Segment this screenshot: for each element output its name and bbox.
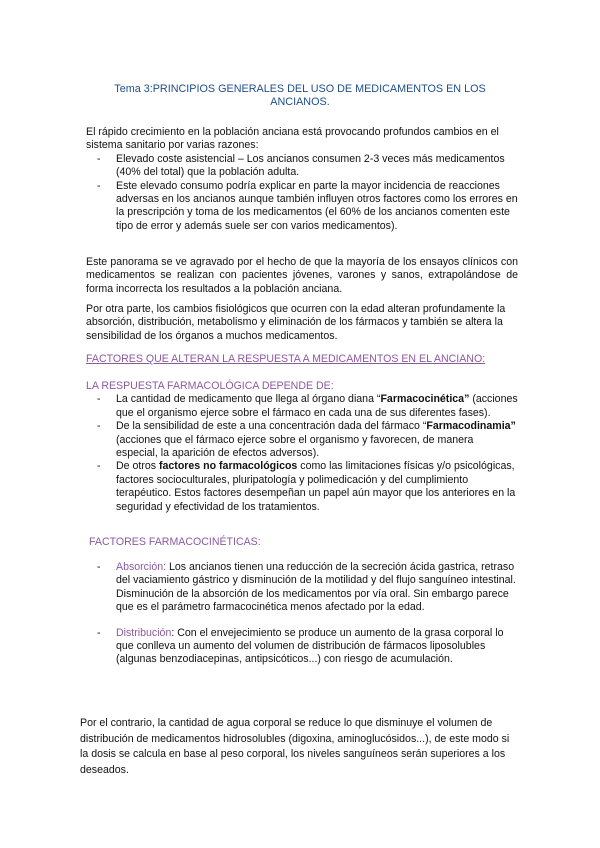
intro-lead: El rápido crecimiento en la población anciana está provocando profundos cambios en el sistema sanitario por varias razones: [86,126,499,152]
list-item: - Absorción: Los ancianos tienen una reducción de la secreción ácida gastrica, retraso del vaciamiento gástrico y disminución de la motilidad y del flujo sanguíneo intestinal. Disminución de la absorción de los medicamentos por vía oral. Sin embargo parece que es el parámetro farmacocinética menos afectado por la edad. [86,561,518,615]
list-item: - De otros factores no farmacológicos como las limitaciones físicas y/o psicológicas, factores socioculturales, pluripatología y polimedicación y del cumplimiento terapéutico. Estos factores desempeñan un papel aún mayor que los anteriores en la seguridad y efectividad de los tratamientos. [86,460,518,514]
paragraph-agua: Por el contrario, la cantidad de agua corporal se reduce lo que disminuye el volumen de distribución de medicamentos hidrosolubles (digoxina, aminoglucósidos...), de este modo si la dosis se calcula en base al peso corporal, los niveles sanguíneos serán superiores a los deseados. [80,717,510,776]
list-item: - De la sensibilidad de este a una concentración dada del fármaco “Farmacodinamia” (acciones que el fármaco ejerce sobre el organismo y favorecen, de manera especial, la aparición de efectos adversos). [86,420,518,460]
respuesta-list [86,393,518,514]
farmaco-list [86,561,518,667]
farmaco-section [86,561,518,667]
list-item: - La cantidad de medicamento que llega al órgano diana “Farmacocinética” (acciones que el organismo ejerce sobre el fármaco en cada una de sus diferentes fases). [86,393,518,420]
list-item: - Este elevado consumo podría explicar en parte la mayor incidencia de reacciones adversas en los ancianos aunque también influyen otros factores como los errores en la prescripción y toma de los medicamentos (el 60% de los ancianos comenten este tipo de error y además suele ser con varios medicamentos). [86,180,518,234]
heading-factores: FACTORES QUE ALTERAN LA RESPUESTA A MEDICAMENTOS EN EL ANCIANO: [86,353,486,365]
heading-respuesta: LA RESPUESTA FARMACOLÓGICA DEPENDE DE: [86,380,334,392]
intro-list [86,153,518,233]
list-item: - Distribución: Con el envejecimiento se produce un aumento de la grasa corporal lo que conlleva un aumento del volumen de distribución de fármacos liposolubles (algunas benzodiacepinas, antipsicóticos...) con riesgo de acumulación. [86,627,518,667]
paragraph-panorama: Este panorama se ve agravado por el hecho de que la mayoría de los ensayos clínicos con medicamentos se realizan con pacientes jóvenes, varones y sanos, extrapolándose de forma incorrecta los resultados a la población anciana. [86,256,518,295]
list-spacer [86,615,518,627]
list-item: - Elevado coste asistencial – Los ancianos consumen 2-3 veces más medicamentos (40% del total) que la población adulta. [86,153,518,180]
respuesta-section [86,380,518,514]
heading-farmacocineticas: FACTORES FARMACOCINÉTICAS: [89,536,261,548]
paragraph-cambios: Por otra parte, los cambios fisiológicos que ocurren con la edad alteran profundamente la absorción, distribución, metabolismo y eliminación de los fármacos y también se altera la sensibilidad de los órganos a muchos medicamentos. [86,303,506,342]
intro-section [86,126,518,233]
document-title: Tema 3:PRINCIPIOS GENERALES DEL USO DE MEDICAMENTOS EN LOS ANCIANOS. [114,83,486,109]
